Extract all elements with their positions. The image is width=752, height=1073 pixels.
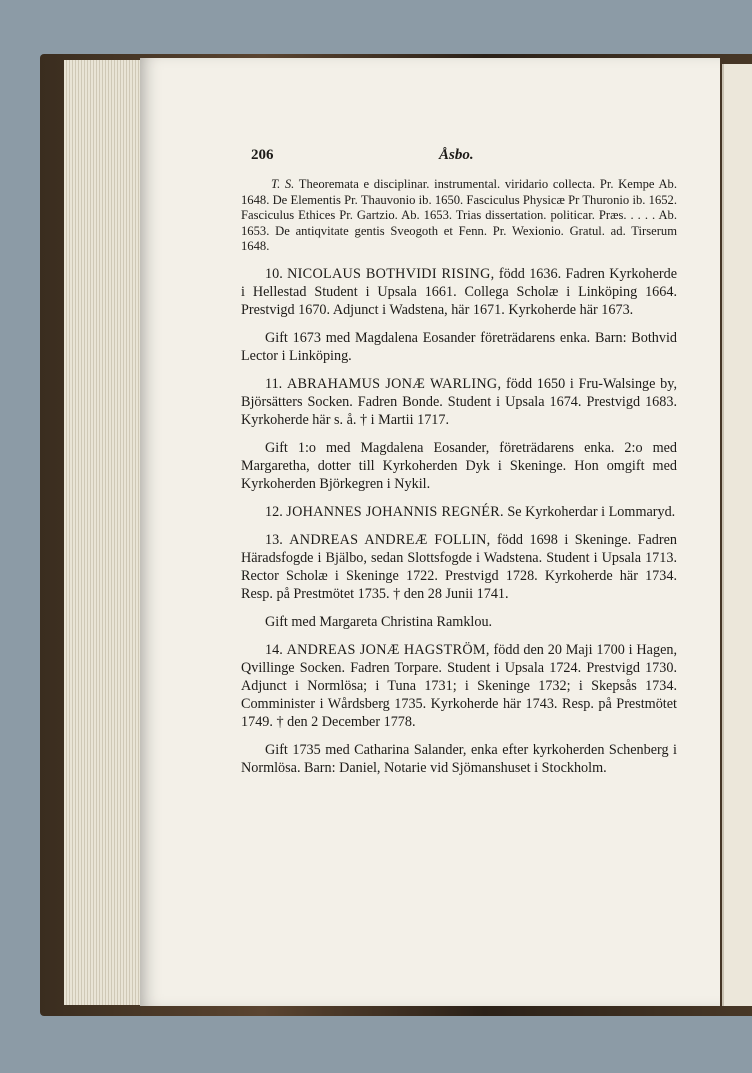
entry-number: 10. — [265, 265, 283, 282]
intro-text: Theoremata e disciplinar. instrumental. viridario collecta. Pr. Kempe Ab. 1648. De Elementis Pr. Thauvonio ib. 1650. Fasciculus Physicæ Pr Thuronio ib. 1652. Fasciculus Ethices Pr. Gartzio. Ab. 1653. Trias dissertation. politicar. Præs. . . . . Ab. 1653. De antiqvitate gentis Sveogoth et Fenn. Pr. Wexionio. Gratul. ad. Tirserum 1648. — [241, 177, 677, 254]
entry-text: född 1636. Fadren Kyrkoherde i Hellestad Student i Upsala 1661. Collega Scholæ i Linköping 1664. Prestvigd 1670. Adjunct i Wadstena, här 1671. Kyrkoherde här 1673. — [241, 265, 678, 318]
entry-14-family — [241, 741, 677, 777]
entry-12 — [241, 503, 677, 521]
running-title: Åsbo. — [439, 147, 474, 163]
entry-text: Gift 1673 med Magdalena Eosander företrädarens enka. Barn: Bothvid Lector i Linköping. — [241, 329, 677, 364]
entry-10-family — [241, 329, 677, 365]
page-number: 206 — [251, 147, 274, 163]
entry-11 — [241, 375, 677, 429]
entry-number: 13. — [265, 531, 283, 548]
entry-13 — [241, 531, 677, 603]
entry-text: Gift 1735 med Catharina Salander, enka efter kyrkoherden Schenberg i Normlösa. Barn: Daniel, Notarie vid Sjömanshuset i Stockholm. — [241, 741, 677, 776]
entry-number: 14. — [265, 641, 283, 658]
entry-name: ANDREAS JONÆ HAGSTRÖM, — [286, 641, 490, 658]
entry-name: ABRAHAMUS JONÆ WARLING, — [286, 375, 502, 392]
entry-text: Se Kyrkoherdar i Lommaryd. — [507, 503, 676, 520]
page-content — [241, 147, 677, 777]
entry-13-family — [241, 613, 677, 631]
page-header — [241, 147, 677, 175]
entry-name: NICOLAUS BOTHVIDI RISING, — [287, 265, 495, 282]
entry-number: 12. — [265, 503, 283, 520]
page-edges — [64, 60, 144, 1005]
entry-name: JOHANNES JOHANNIS REGNÉR. — [286, 503, 504, 520]
intro-paragraph — [241, 177, 677, 255]
facing-page-edge — [722, 64, 752, 1006]
entry-text: född 1650 i Fru-Walsinge by, Björsätters Socken. Fadren Bonde. Student i Upsala 1674. Prestvigd 1683. Kyrkoherde här s. å. † i Martii 1717. — [241, 375, 677, 428]
entry-text: född 1698 i Skeninge. Fadren Häradsfogde i Bjälbo, sedan Slottsfogde i Wadstena. Student i Upsala 1713. Rector Scholæ i Skeninge 1722. Prestvigd 1728. Kyrkoherde här 1734. Resp. på Prestmötet 1735. † den 28 Junii 1741. — [241, 531, 678, 602]
entry-name: ANDREAS ANDREÆ FOLLIN, — [289, 531, 491, 548]
entry-text: Gift med Margareta Christina Ramklou. — [265, 613, 493, 630]
entry-text: Gift 1:o med Magdalena Eosander, företrädarens enka. 2:o med Margaretha, dotter till Kyrkoherden Dyk i Skeninge. Hon omgift med Kyrkoherden Björkegren i Nykil. — [241, 439, 677, 492]
entry-text: född den 20 Maji 1700 i Hagen, Qvillinge Socken. Fadren Torpare. Student i Upsala 1724. Prestvigd 1730. Adjunct i Normlösa; i Tuna 1731; i Skeninge 1732; i Skepsås 1734. Comminister i Wårdsberg 1735. Kyrkoherde här 1743. Resp. på Prestmötet 1749. † den 2 December 1778. — [241, 641, 678, 730]
entry-14 — [241, 641, 677, 731]
entry-10 — [241, 265, 677, 319]
intro-label: T. S. — [271, 177, 295, 191]
entry-number: 11. — [265, 375, 283, 392]
entry-11-family — [241, 439, 677, 493]
